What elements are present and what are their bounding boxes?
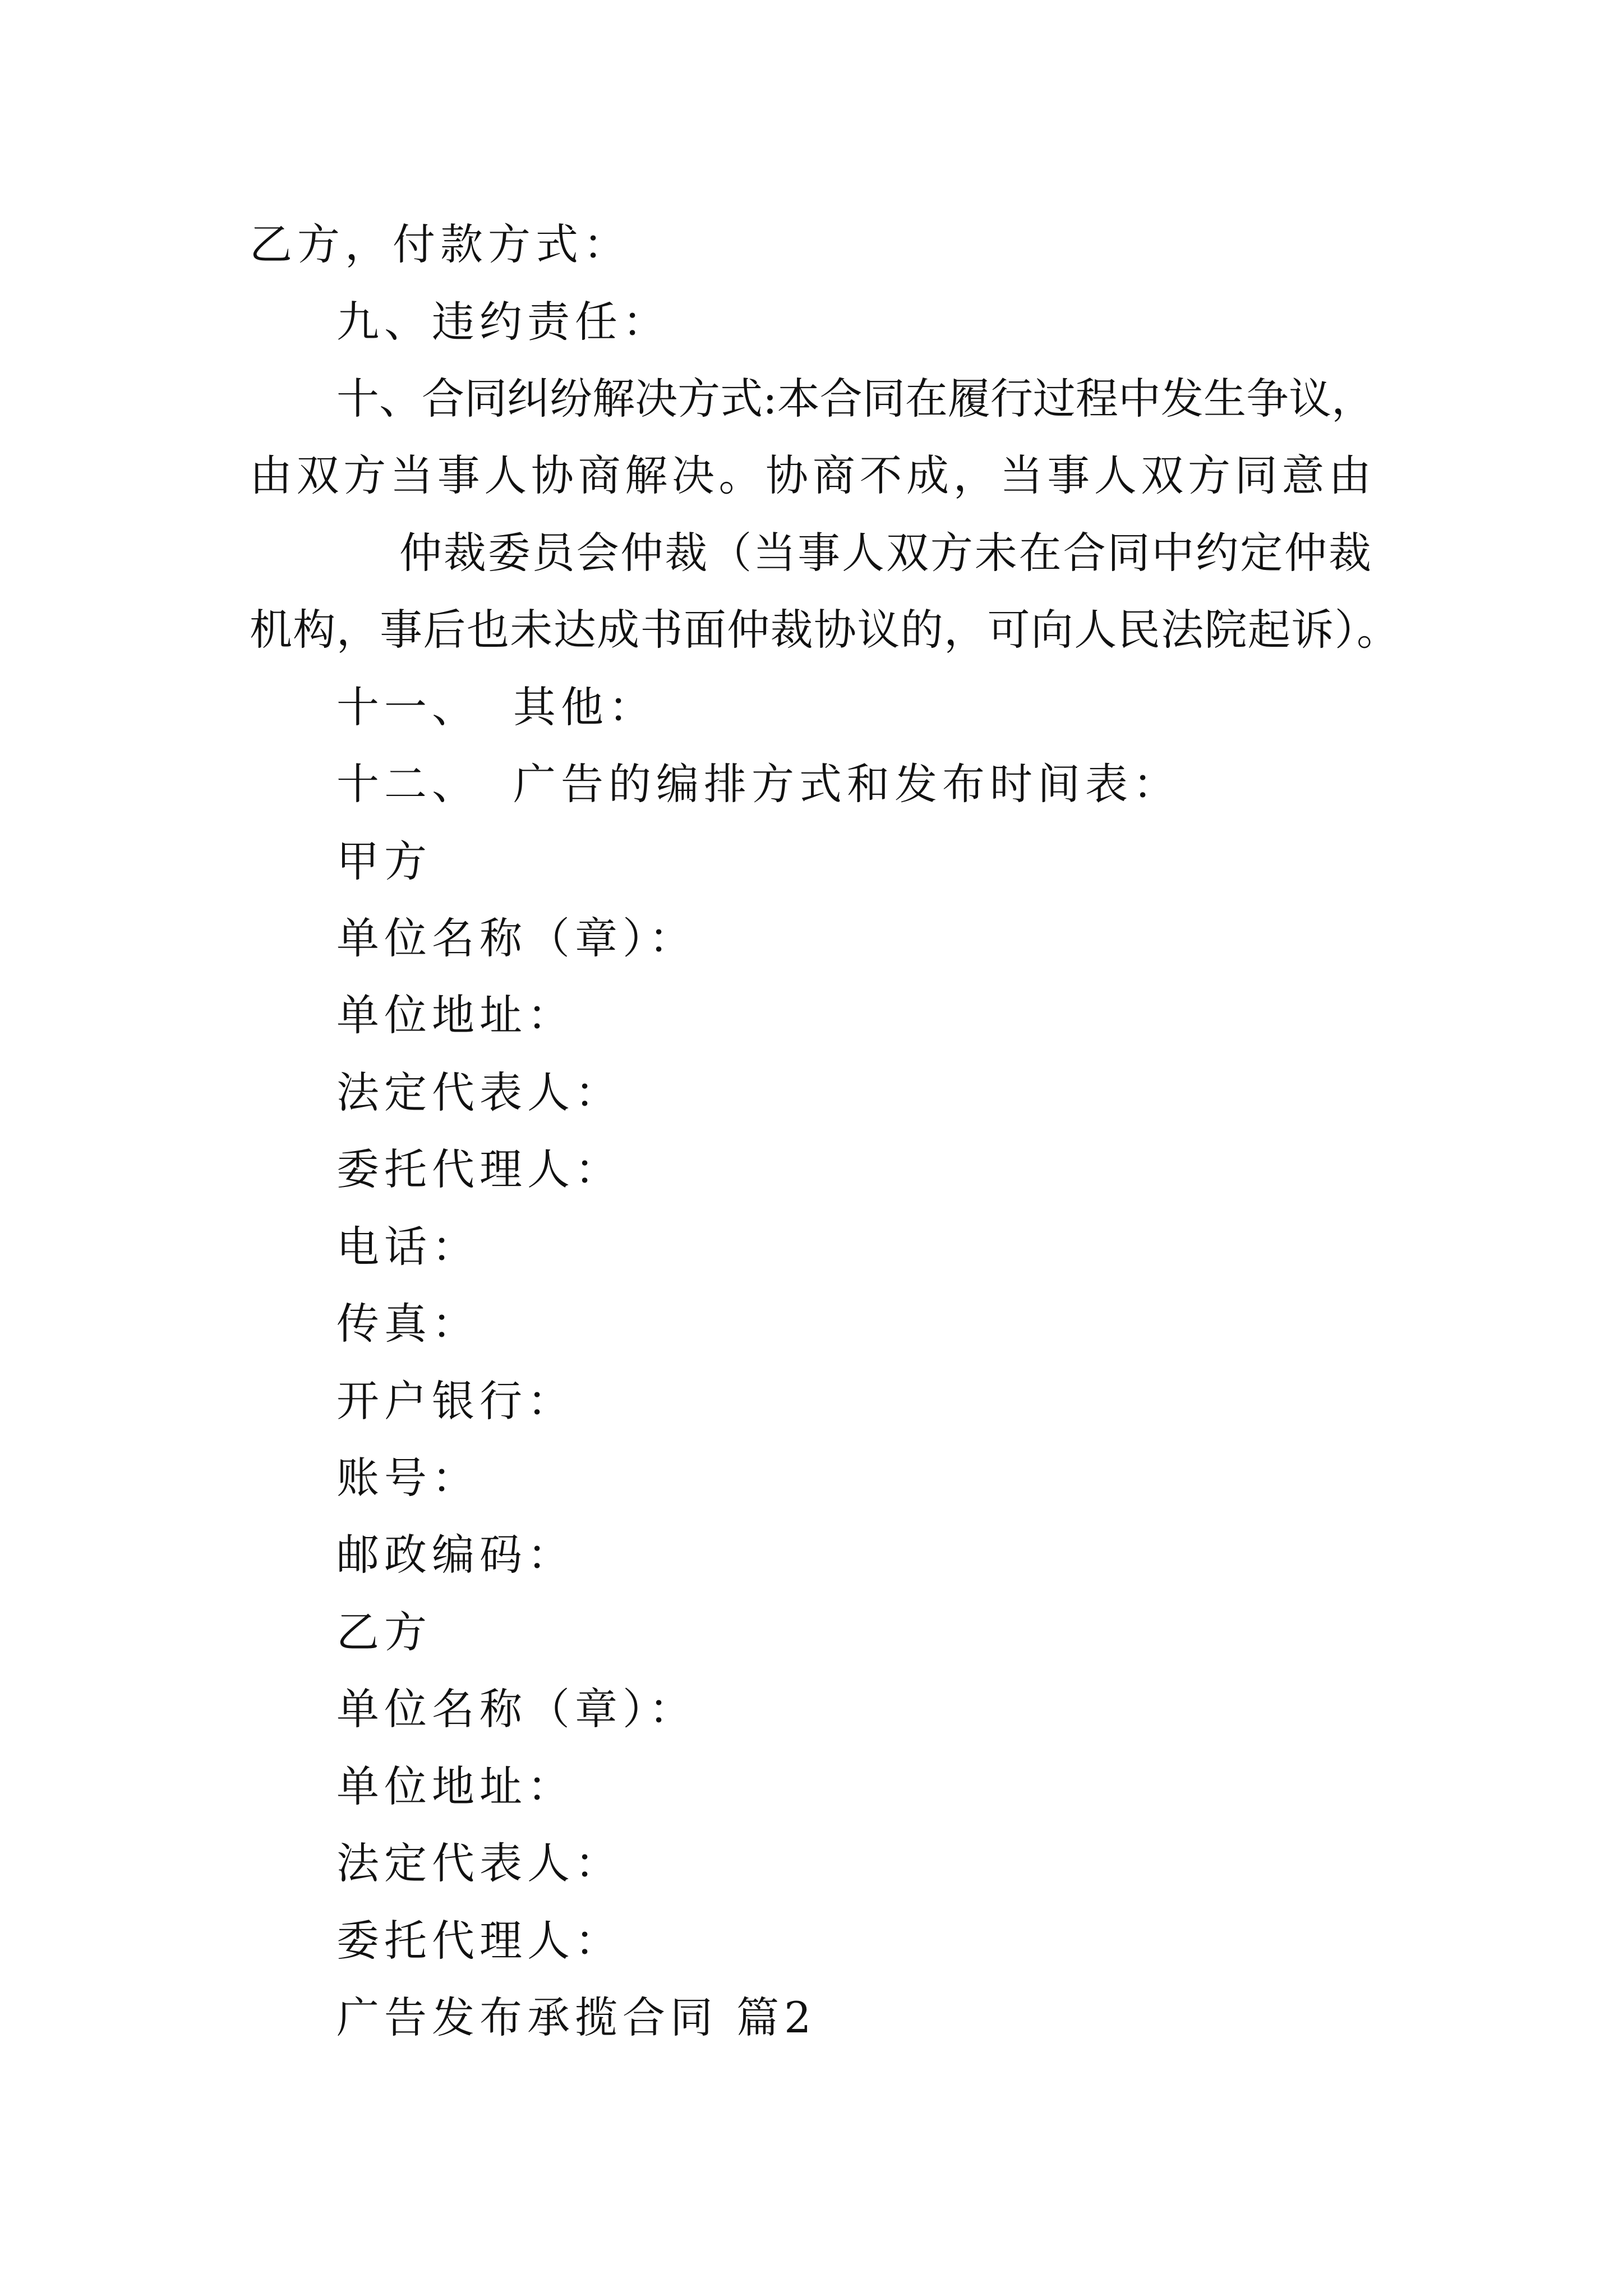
party-a-fax: 传真： — [336, 1299, 479, 1349]
clause-10-dispute-line-1: 十、合同纠纷解决方式:本合同在履行过程中发生争议， — [336, 374, 1374, 424]
clause-11-other — [336, 679, 656, 735]
party-a-unit-address: 单位地址： — [336, 990, 575, 1040]
party-b-unit-name: 单位名称（章）： — [336, 1684, 697, 1734]
party-a-heading: 甲方 — [336, 836, 432, 886]
party-a-postal-code: 邮政编码： — [336, 1530, 575, 1580]
clause-11-number: 十一、 — [336, 682, 479, 732]
clause-10-dispute-line-4: 机构，事后也未达成书面仲裁协议的，可向人民法院起诉）。 — [250, 605, 1399, 655]
party-b-legal-representative: 法定代表人： — [336, 1838, 623, 1888]
party-a-phone: 电话： — [336, 1222, 479, 1272]
clause-11-text: 其他： — [513, 682, 656, 732]
next-section-title: 广告发布承揽合同 篇2 — [336, 1993, 817, 2042]
clause-12-schedule — [336, 756, 1181, 812]
clause-10-dispute-line-3: 仲裁委员会仲裁（当事人双方未在合同中约定仲裁 — [399, 528, 1371, 578]
party-a-authorized-agent: 委托代理人： — [336, 1144, 623, 1194]
party-b-unit-address: 单位地址： — [336, 1761, 575, 1811]
clause-10-dispute-line-2: 由双方当事人协商解决。协商不成，当事人双方同意由 — [250, 450, 1371, 500]
party-a-bank: 开户银行： — [336, 1376, 575, 1426]
party-b-authorized-agent: 委托代理人： — [336, 1916, 623, 1966]
clause-12-text: 广告的编排方式和发布时间表： — [513, 759, 1181, 809]
party-a-account: 账号： — [336, 1453, 479, 1503]
clause-9-breach-liability: 九、违约责任： — [336, 297, 670, 347]
payment-method-line: 乙方，付款方式： — [250, 219, 631, 269]
clause-12-number: 十二、 — [336, 759, 479, 809]
party-a-legal-representative: 法定代表人： — [336, 1068, 623, 1117]
party-a-unit-name: 单位名称（章）： — [336, 913, 697, 963]
party-b-heading: 乙方 — [336, 1607, 432, 1657]
